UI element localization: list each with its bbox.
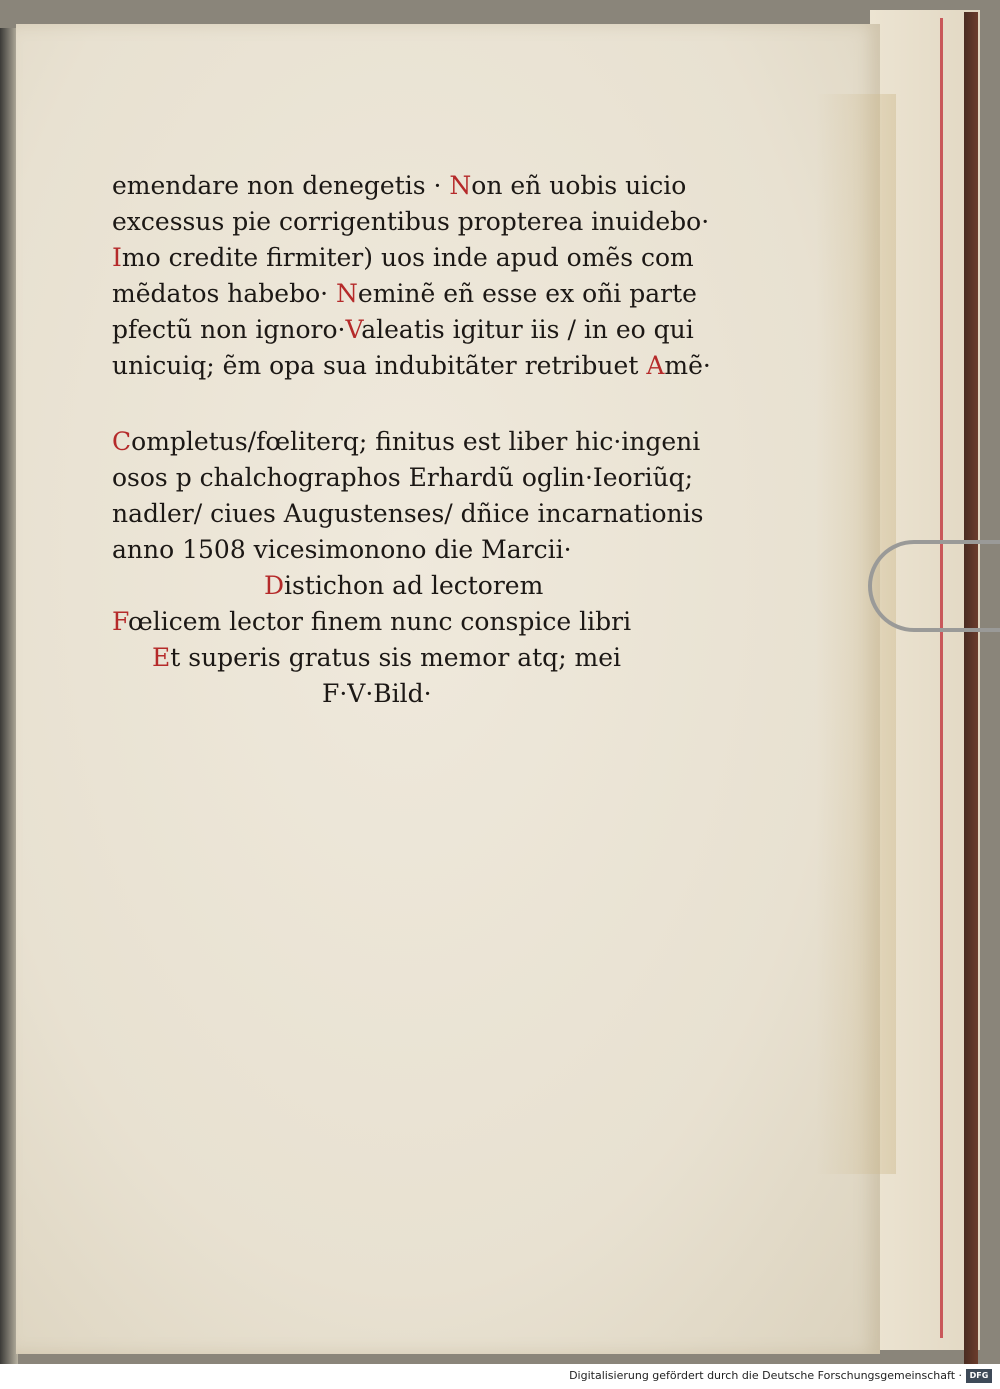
text-line: Imo credite firmiter) uos inde apud omẽs com — [112, 243, 694, 272]
text-line: excessus pie corrigentibus propterea inuidebo· — [112, 207, 710, 236]
text-line: mẽdatos habebo· Neminẽ eñ esse ex oñi parte — [112, 279, 697, 308]
footer-bar — [0, 1364, 1000, 1389]
colophon — [112, 424, 772, 568]
water-stain — [816, 94, 896, 1174]
text-line: emendare non denegetis · Non eñ uobis uicio — [112, 171, 687, 200]
distichon — [112, 568, 772, 712]
red-page-edge — [940, 18, 943, 1338]
funding-credit: Digitalisierung gefördert durch die Deutsche Forschungsgemeinschaft · — [569, 1369, 962, 1382]
text-line: pfectũ non ignoro·Valeatis igitur iis / in eo qui — [112, 315, 694, 344]
text-line: Completus/fœliterq; finitus est liber hic·ingeni — [112, 427, 701, 456]
text-line: osos p chalchographos Erhardũ oglin·Ieoriũq; — [112, 463, 694, 492]
printed-text-block — [112, 168, 772, 712]
distichon-line: Et superis gratus sis memor atq; mei — [152, 643, 622, 672]
dfg-logo-icon: DFG — [966, 1369, 992, 1383]
book-cover-edge — [964, 12, 978, 1364]
text-line: nadler/ ciues Augustenses/ dñice incarnationis — [112, 499, 704, 528]
distichon-line: Fœlicem lector finem nunc conspice libri — [112, 607, 632, 636]
text-line: anno 1508 vicesimonono die Marcii· — [112, 535, 572, 564]
paper-clip-icon — [868, 540, 1000, 632]
distichon-heading: Distichon ad lectorem — [264, 571, 544, 600]
text-line: unicuiq; ẽm opa sua indubitãter retribuet Amẽ· — [112, 351, 711, 380]
paragraph-closing-remarks — [112, 168, 772, 384]
signature: F·V·Bild· — [322, 679, 432, 708]
